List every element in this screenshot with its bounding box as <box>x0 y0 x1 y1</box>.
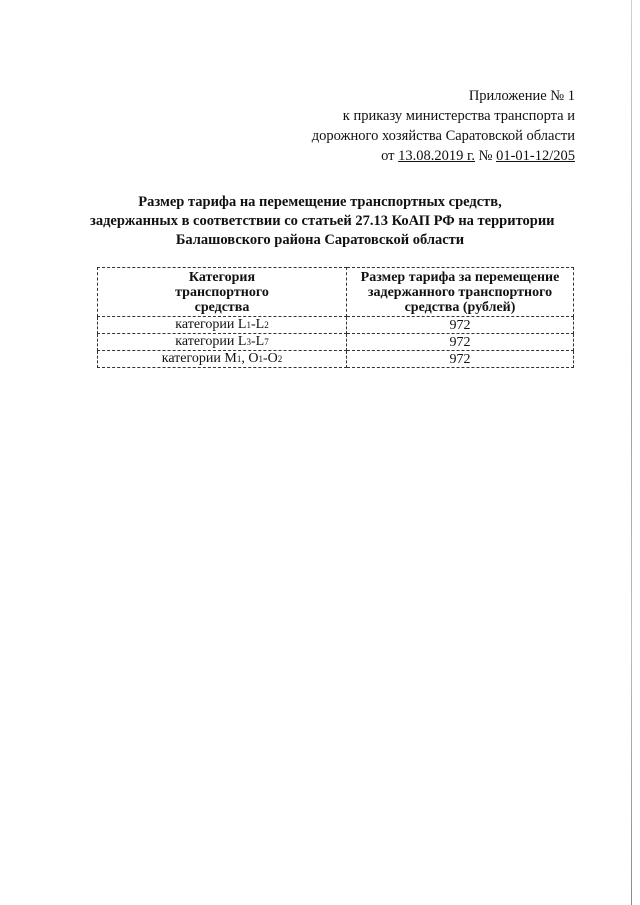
category-cell: категории L3-L7 <box>98 334 347 351</box>
appendix-ministry: дорожного хозяйства Саратовской области <box>311 128 575 144</box>
table-row <box>98 351 574 368</box>
title-line-3: Балашовского района Саратовской области <box>175 232 465 248</box>
title-line-1: Размер тарифа на перемещение транспортных средств, <box>138 194 502 210</box>
order-date-number <box>381 148 575 165</box>
header-category-line: транспортного <box>175 285 269 300</box>
header-category-line: средства <box>194 300 250 315</box>
table-row <box>98 317 574 334</box>
order-number-sign: № <box>478 148 493 164</box>
appendix-order-reference: к приказу министерства транспорта и <box>342 108 575 124</box>
tariff-value-cell: 972 <box>347 334 574 351</box>
order-date: 13.08.2019 г. <box>398 148 475 164</box>
header-tariff-line: средства (рублей) <box>404 300 516 315</box>
order-number: 01-01-12/205 <box>496 148 575 164</box>
order-prefix: от <box>381 148 395 164</box>
category-cell: категории M1, O1-O2 <box>98 351 347 368</box>
header-tariff-line: Размер тарифа за перемещение <box>360 270 560 285</box>
header-category-line: Категория <box>188 270 256 285</box>
header-category <box>98 268 347 317</box>
tariff-value-cell: 972 <box>347 351 574 368</box>
header-tariff-line: задержанного транспортного <box>367 285 553 300</box>
table-row <box>98 334 574 351</box>
category-cell: категории L1-L2 <box>98 317 347 334</box>
document-title <box>90 193 555 250</box>
title-line-2: задержанных в соответствии со статьей 27.13 КоАП РФ на территории <box>90 213 555 229</box>
appendix-number: Приложение № 1 <box>468 88 575 104</box>
tariff-table <box>97 267 574 368</box>
table-header-row <box>98 268 574 317</box>
appendix-header <box>312 86 575 146</box>
tariff-value-cell: 972 <box>347 317 574 334</box>
scan-page-edge <box>631 0 632 905</box>
header-tariff <box>347 268 574 317</box>
